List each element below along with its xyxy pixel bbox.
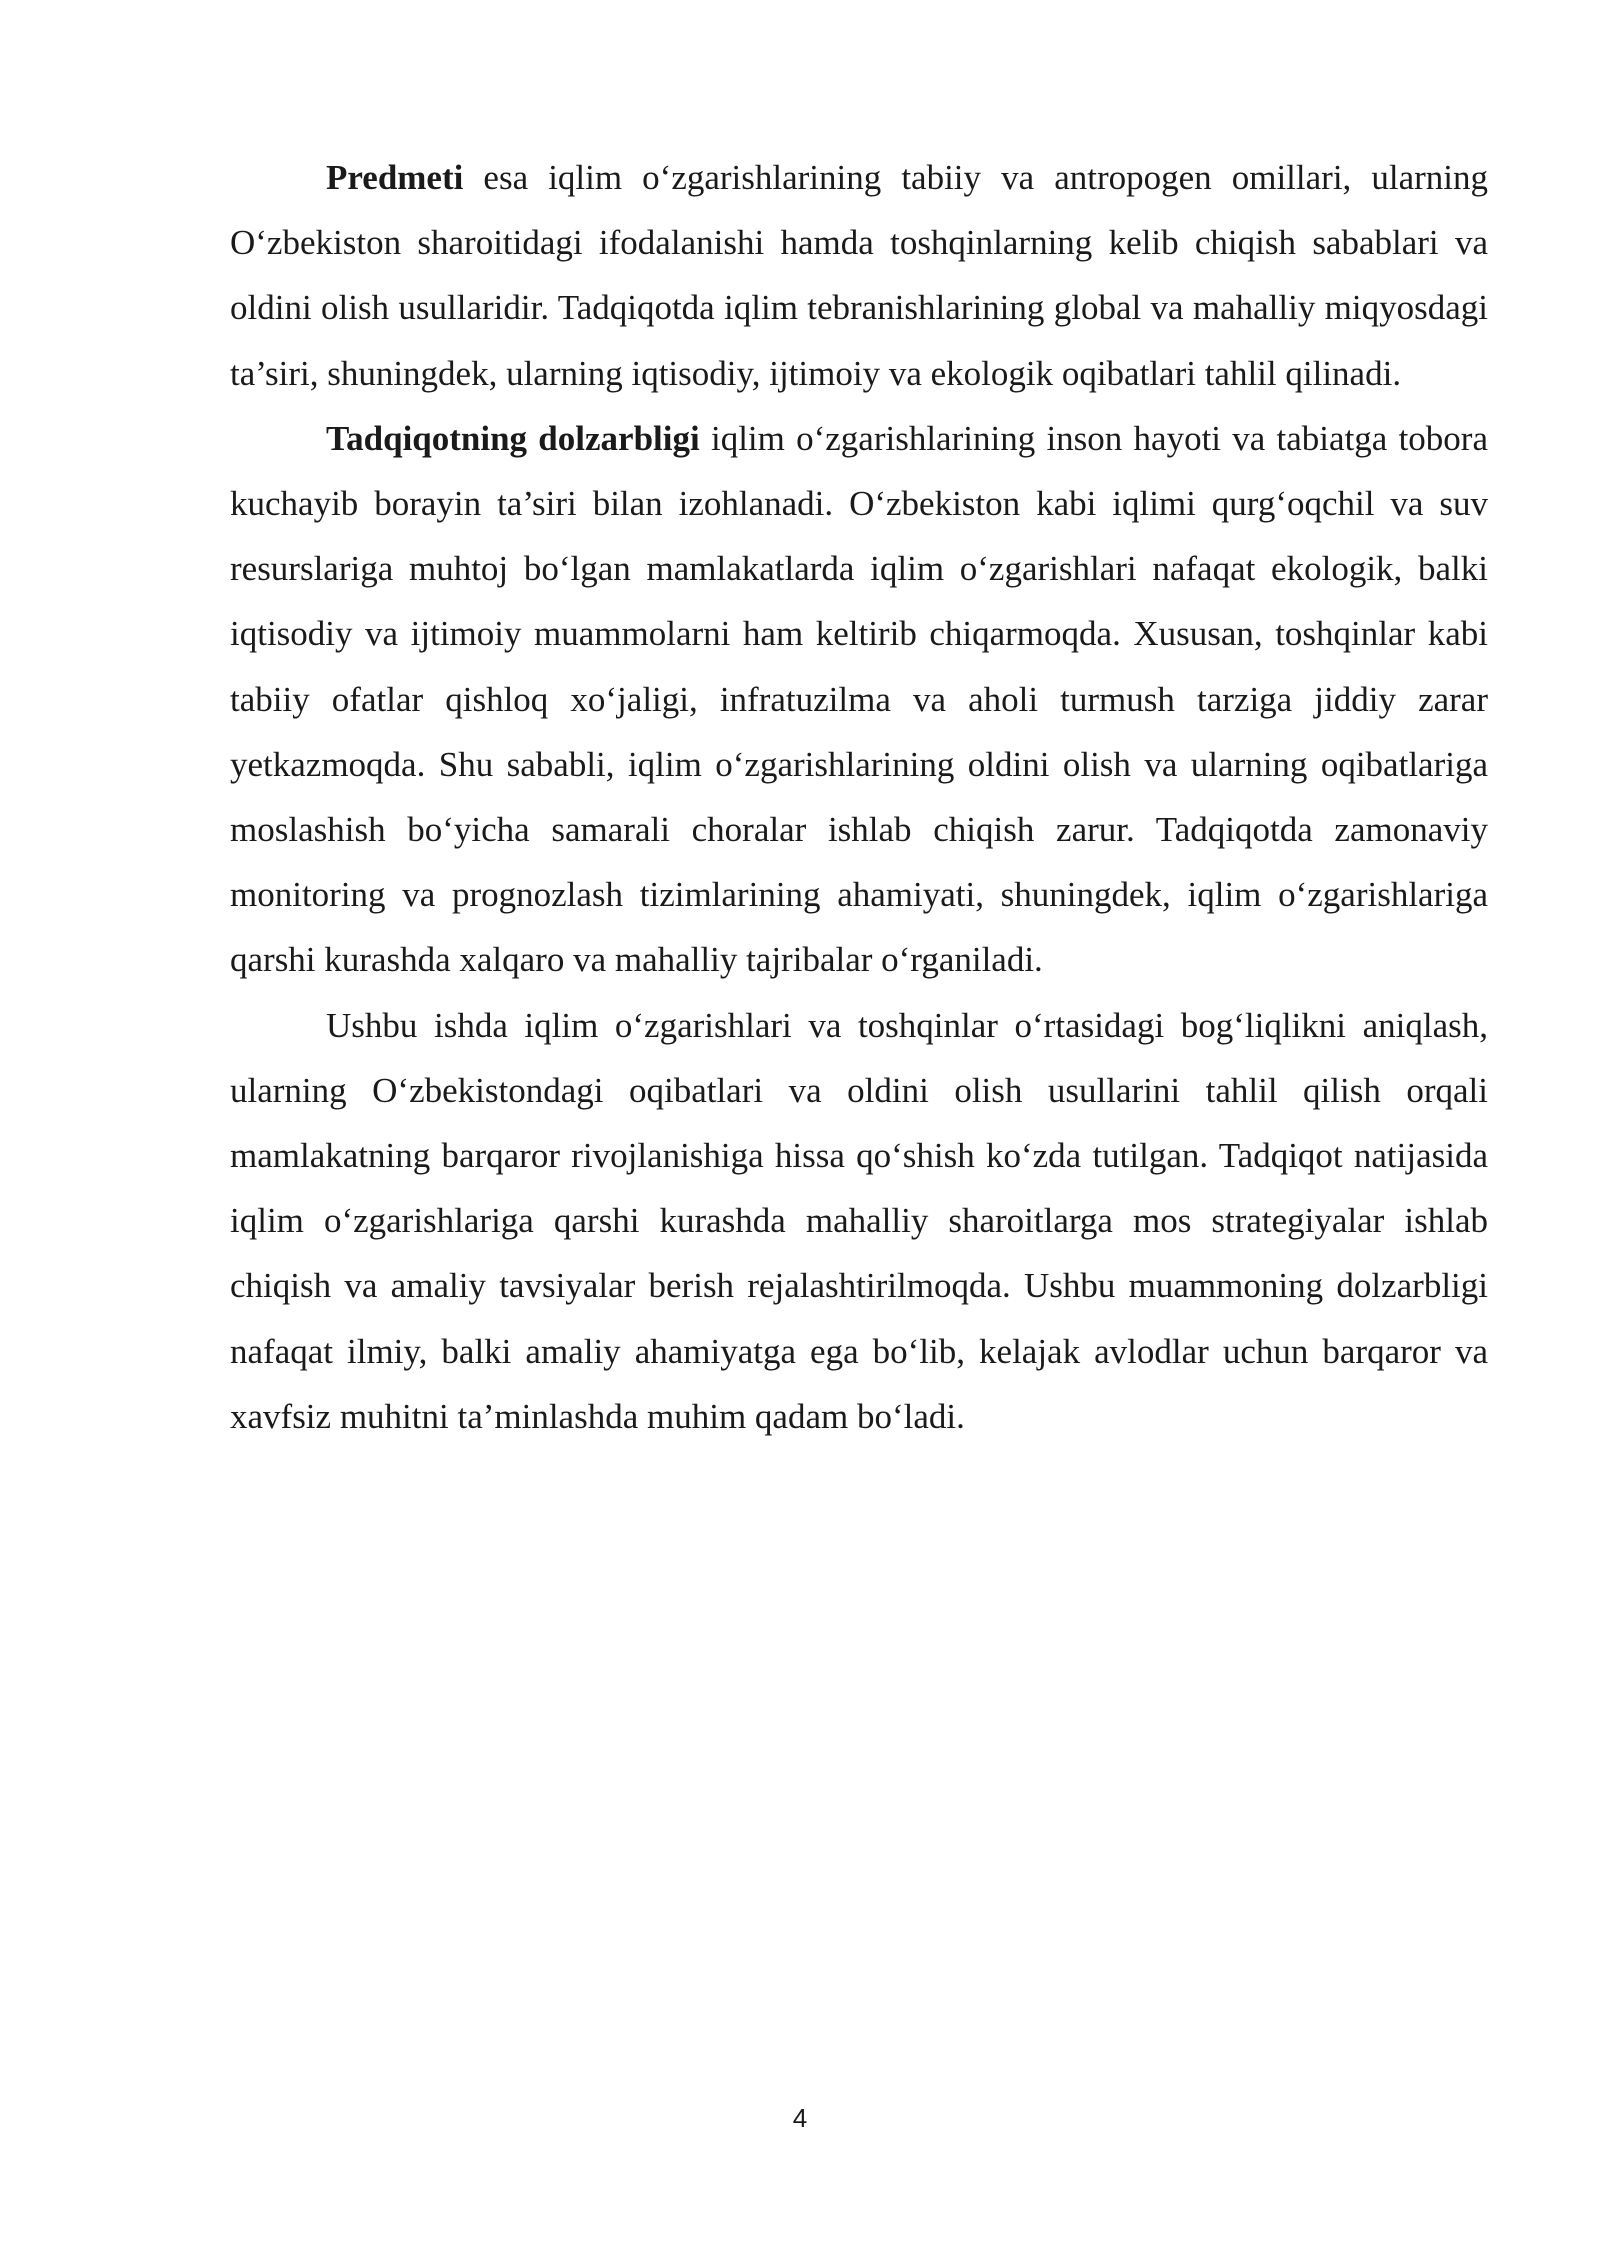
paragraph-subject-text: esa iqlim o‘zgarishlarining tabiiy va antropogen omillari, ularning O‘zbekiston sharoitidagi ifodalanishi hamda toshqinlarning kelib chiqish sabablari va oldini olish usullaridir. Tadqiqotda iqlim tebranishlarining global va mahalliy miqyosdagi ta’siri, shuningdek, ularning iqtisodiy, ijtimoiy va ekologik oqibatlari tahlil qilinadi. [230,158,1488,393]
paragraph-relevance-heading: Tadqiqotning dolzarbligi [326,418,700,458]
paragraph-relevance-text: iqlim o‘zgarishlarining inson hayoti va tabiatga tobora kuchayib borayin ta’siri bilan izohlanadi. O‘zbekiston kabi iqlimi qurg‘oqchil va suv resurslariga muhtoj bo‘lgan mamlakatlarda iqlim o‘zgarishlari nafaqat ekologik, balki iqtisodiy va ijtimoiy muammolarni ham keltirib chiqarmoqda. Xususan, toshqinlar kabi tabiiy ofatlar qishloq xo‘jaligi, infratuzilma va aholi turmush tarziga jiddiy zarar yetkazmoqda. Shu sababli, iqlim o‘zgarishlarining oldini olish va ularning oqibatlariga moslashish bo‘yicha samarali choralar ishlab chiqish zarur. Tadqiqotda zamonaviy monitoring va prognozlash tizimlarining ahamiyati, shuningdek, iqlim o‘zgarishlariga qarshi kurashda xalqaro va mahalliy tajribalar o‘rganiladi. [230,418,1488,980]
paragraph-goal-text: Ushbu ishda iqlim o‘zgarishlari va toshqinlar o‘rtasidagi bog‘liqlikni aniqlash, ularning O‘zbekistondagi oqibatlari va oldini olish usullarini tahlil qilish orqali mamlakatning barqaror rivojlanishiga hissa qo‘shish ko‘zda tutilgan. Tadqiqot natijasida iqlim o‘zgarishlariga qarshi kurashda mahalliy sharoitlarga mos strategiyalar ishlab chiqish va amaliy tavsiyalar berish rejalashtirilmoqda. Ushbu muammoning dolzarbligi nafaqat ilmiy, balki amaliy ahamiyatga ega bo‘lib, kelajak avlodlar uchun barqaror va xavfsiz muhitni ta’minlashda muhim qadam bo‘ladi. [230,1005,1488,1436]
paragraph-subject [230,145,1488,406]
document-body [230,145,1488,1449]
page-number: 4 [792,2103,808,2133]
paragraph-goal [230,993,1488,1449]
paragraph-relevance [230,406,1488,993]
paragraph-subject-heading: Predmeti [326,158,464,197]
